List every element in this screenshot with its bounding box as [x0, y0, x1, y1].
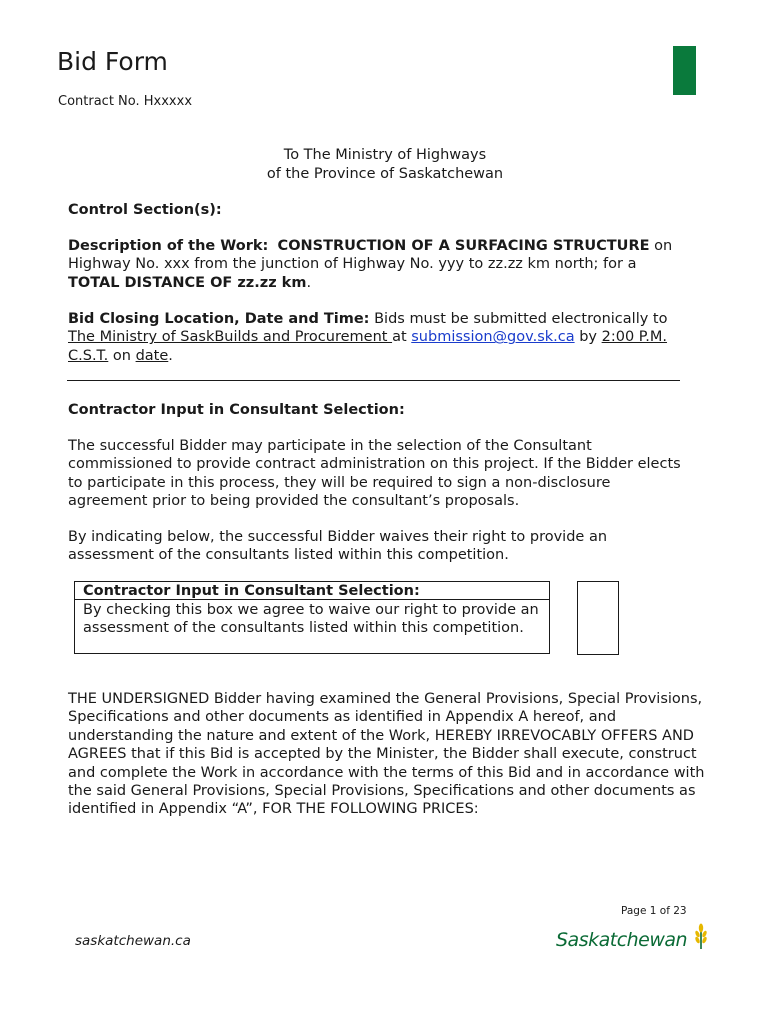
divider	[67, 380, 680, 381]
consultant-heading: Contractor Input in Consultant Selection:	[68, 402, 405, 418]
description-of-work	[68, 237, 708, 292]
total-distance: TOTAL DISTANCE OF zz.zz km	[68, 274, 307, 291]
document-title: Bid Form	[57, 47, 168, 76]
control-section-label: Control Section(s):	[68, 202, 222, 218]
saskatchewan-logo	[556, 922, 710, 951]
brand-bar	[673, 46, 696, 95]
waiver-table-heading: Contractor Input in Consultant Selection:	[75, 582, 549, 600]
bid-closing	[68, 310, 708, 365]
consultant-paragraph-2: By indicating below, the successful Bidder waives their right to provide an assessment of the consultants listed within this competition.	[68, 529, 608, 564]
description-period: .	[306, 274, 312, 291]
bid-closing-on: on	[112, 347, 131, 364]
closing-timezone: C.S.T.	[68, 347, 109, 364]
bid-closing-at: at	[392, 329, 407, 346]
description-label: Description of the Work:	[68, 238, 269, 254]
footer-website: saskatchewan.ca	[75, 933, 191, 949]
closing-time: 2:00 P.M.	[601, 329, 668, 346]
bid-closing-period: .	[168, 347, 173, 364]
contract-number: Contract No. Hxxxxx	[58, 94, 193, 109]
description-title: CONSTRUCTION OF A SURFACING STRUCTURE	[277, 238, 650, 254]
bid-closing-text: Bids must be submitted electronically to	[374, 311, 668, 327]
waiver-table-text: By checking this box we agree to waive our right to provide an assessment of the consultants listed within this competition.	[83, 602, 539, 637]
addressee-line-2: of the Province of Saskatchewan	[266, 166, 504, 182]
undersigned-paragraph: THE UNDERSIGNED Bidder having examined the General Provisions, Special Provisions, Specifications and other documents as identified in Appendix A hereof, and understanding the nature and extent of the Work, HEREBY IRREVOCABLY OFFERS AND AGREES that if this Bid is accepted by the Minister, the Bidder shall execute, construct and complete the Work in accordance with the terms of this Bid and in accordance with the said General Provisions, Special Provisions, Specifications and other documents as identified in Appendix “A”, FOR THE FOLLOWING PRICES:	[68, 691, 705, 818]
bid-closing-label: Bid Closing Location, Date and Time:	[68, 311, 370, 327]
ministry-name: The Ministry of SaskBuilds and Procurement	[68, 329, 393, 346]
consultant-paragraph-1: The successful Bidder may participate in the selection of the Consultant commissioned to provide contract administration on this project. If the Bidder elects to participate in this process, they will be required to sign a non-disclosure agreement prior to being provided the consultant’s proposals.	[68, 438, 681, 510]
consultant-waiver-table	[74, 581, 550, 654]
wheat-icon	[692, 922, 710, 950]
waiver-checkbox[interactable]	[577, 581, 619, 655]
logo-wordmark: Saskatchewan	[556, 929, 688, 951]
bid-closing-by: by	[579, 329, 598, 346]
page-number: Page 1 of 23	[621, 905, 687, 917]
description-line-2: Highway No. xxx from the junction of Highway No. yyy to zz.zz km north; for a	[68, 256, 637, 273]
description-on: on	[654, 238, 673, 254]
addressee-line-1: To The Ministry of Highways	[283, 147, 487, 163]
email-link[interactable]: submission@gov.sk.ca	[411, 329, 575, 346]
closing-date: date	[135, 347, 169, 364]
addressee	[0, 146, 770, 184]
